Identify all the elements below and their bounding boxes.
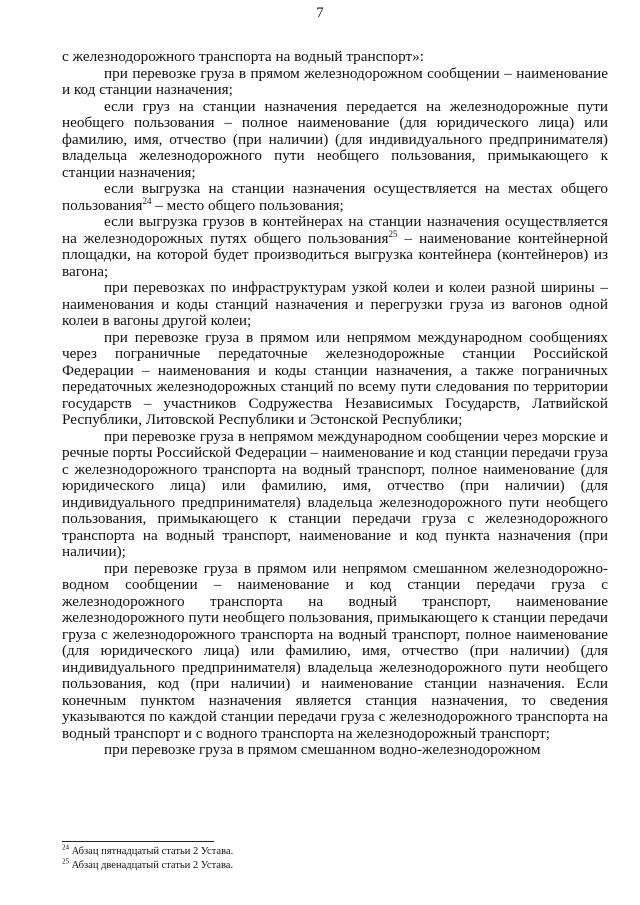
page-number: 7 <box>316 5 324 21</box>
paragraph-text: – наименование контейнерной площадки, на которой будет производиться выгрузка контейнера (контейнеров) из вагона; <box>62 229 608 280</box>
paragraph <box>62 181 608 214</box>
paragraph: при перевозке груза в непрямом международном сообщении через морские и речные порты Российской Федерации – наименование и код станции передачи груза с железнодорожного транспорта на водный транспорт, полное наименование (для юридического лица) или фамилию, имя, отчество (при наличии) (для индивидуального предпринимателя) владельца железнодорожного пути необщего пользования, примыкающего к станции передачи груза с железнодорожного транспорта на водный транспорт, наименование и код пункта назначения (при наличии); <box>62 427 608 560</box>
footnote-text: Абзац пятнадцатый статьи 2 Устава. <box>69 846 234 857</box>
footnote-text: Абзац двенадцатый статьи 2 Устава. <box>69 859 234 871</box>
footnote-ref[interactable]: 25 <box>388 228 398 239</box>
paragraph: если груз на станции назначения передается на железнодорожные пути необщего пользования – полное наименование (для юридического лица) или фамилию, имя, отчество (при наличии) (для индивидуального предпринимателя) владельца железнодорожного пути необщего пользования, примыкающего к станции назначения; <box>62 97 608 181</box>
paragraph: при перевозках по инфраструктурам узкой колеи и колеи разной ширины – наименования и коды станций назначения и перегрузки груза из вагонов одной колеи в вагоны другой колеи; <box>62 279 608 329</box>
paragraph-text: – место общего пользования; <box>151 196 344 214</box>
paragraph: при перевозке груза в прямом или непрямом международном сообщениях через пограничные передаточные железнодорожные станции Российской Федерации – наименования и коды станции назначения, а также пограничных передаточных железнодорожных станций по всему пути следования по территории государств – участников Содружества Независимых Государств, Латвийской Республики, Литовской Республики и Эстонской Республики; <box>62 328 608 428</box>
paragraph-text: если выгрузка на станции назначения осуществляется на местах общего пользования <box>62 180 608 214</box>
body-text <box>62 49 608 759</box>
footnote-ref[interactable]: 24 <box>142 195 152 206</box>
footnotes <box>62 845 562 872</box>
footnote-number: 25 <box>62 857 69 865</box>
footnote-number: 24 <box>62 843 69 852</box>
paragraph: при перевозке груза в прямом или непрямом смешанном железнодорожно-водном сообщении – наименование и код станции передачи груза с железнодорожного транспорта на водный транспорт, наименование железнодорожного пути необщего пользования, примыкающего к станции передачи груза с железнодорожного транспорта на водный транспорт, полное наименование (для юридического лица) или фамилию, имя, отчество (при наличии) (для индивидуального предпринимателя) владельца железнодорожного пути необщего пользования, код (при наличии) и наименование станции назначения. Если конечным пунктом назначения является станция назначения, то сведения указываются по каждой станции передачи груза с железнодорожного транспорта на водный транспорт и с водного транспорта на железнодорожный транспорт; <box>62 559 608 742</box>
paragraph-text: если выгрузка грузов в контейнерах на станции назначения осуществляется на железнодорожных путях общего пользования <box>62 213 608 247</box>
paragraph: при перевозке груза в прямом железнодорожном сообщении – наименование и код станции назначения; <box>62 64 608 98</box>
footnote <box>62 845 562 859</box>
paragraph: при перевозке груза в прямом смешанном водно-железнодорожном <box>104 741 541 758</box>
footnote-divider <box>62 841 214 842</box>
paragraph: с железнодорожного транспорта на водный транспорт»: <box>62 48 424 65</box>
paragraph <box>62 214 608 280</box>
footnote <box>62 859 562 873</box>
